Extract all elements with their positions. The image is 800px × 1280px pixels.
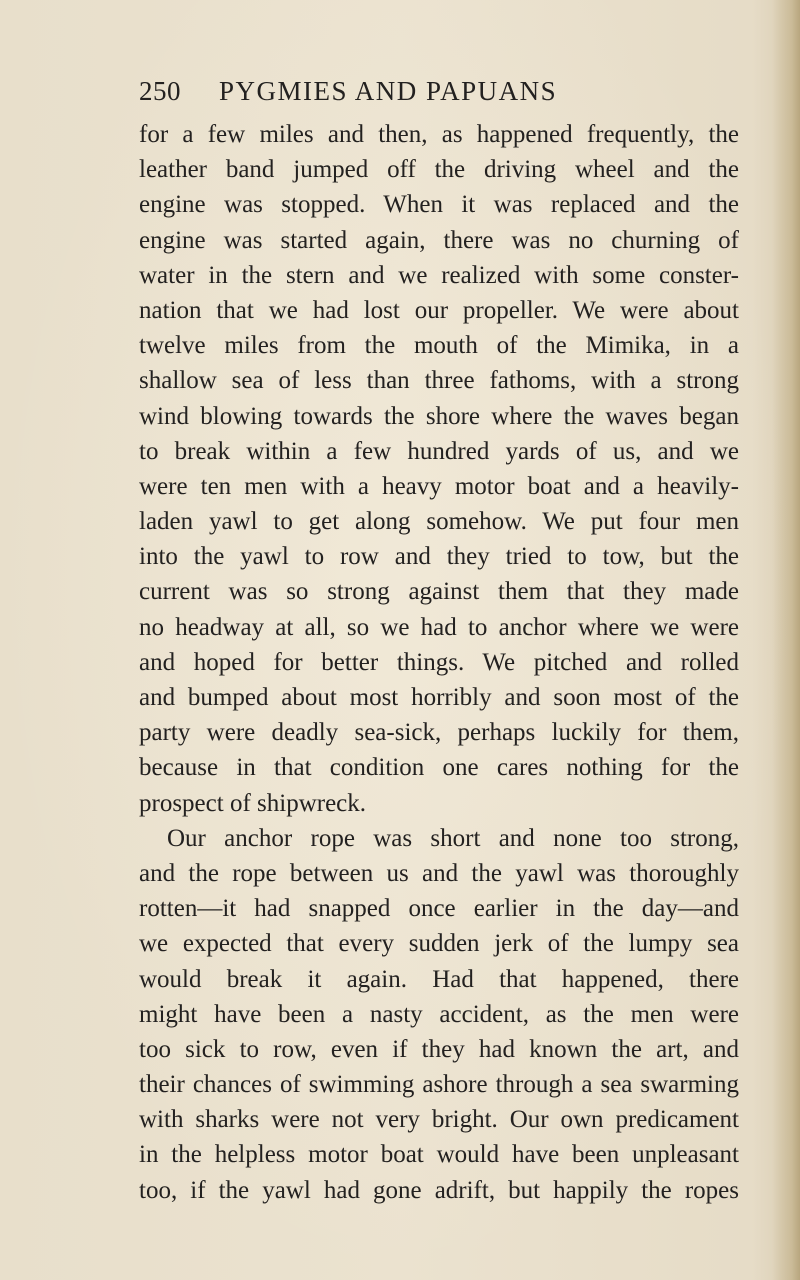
text-line: laden yawl to get along somehow. We put four men xyxy=(139,508,739,536)
text-line: wind blowing towards the shore where the waves began xyxy=(139,402,739,430)
text-line: to break within a few hundred yards of us, and we xyxy=(139,437,739,465)
text-line: too sick to row, even if they had known the art, and xyxy=(139,1035,739,1063)
text-line: too, if the yawl had gone adrift, but happily the ropes xyxy=(139,1176,739,1204)
paragraph-first-line: Our anchor rope was short and none too strong, xyxy=(167,824,739,852)
text-line: rotten—it had snapped once earlier in the day—and xyxy=(139,895,739,923)
text-line: party were deadly sea-sick, perhaps luckily for them, xyxy=(139,719,739,747)
paragraph-end-line: prospect of shipwreck. xyxy=(139,789,367,817)
text-line: were ten men with a heavy motor boat and a heavily- xyxy=(139,472,739,500)
text-line: and bumped about most horribly and soon most of the xyxy=(139,684,739,711)
text-line: engine was stopped. When it was replaced and the xyxy=(139,191,739,219)
text-line: twelve miles from the mouth of the Mimika, in a xyxy=(139,332,739,360)
text-line: for a few miles and then, as happened frequently, the xyxy=(139,121,739,148)
text-line: their chances of swimming ashore through a sea swarming xyxy=(139,1071,739,1099)
page-edge-shadow xyxy=(772,0,800,1280)
text-line: into the yawl to row and they tried to tow, but the xyxy=(139,543,739,571)
body-text xyxy=(139,117,739,1208)
text-line: engine was started again, there was no churning of xyxy=(139,226,739,254)
text-line: current was so strong against them that they made xyxy=(139,578,739,606)
text-line: no headway at all, so we had to anchor where we were xyxy=(139,613,739,641)
text-line: would break it again. Had that happened, there xyxy=(139,965,739,993)
text-line: we expected that every sudden jerk of the lumpy sea xyxy=(139,930,739,958)
text-line: leather band jumped off the driving wheel and the xyxy=(139,156,739,184)
text-line: and hoped for better things. We pitched and rolled xyxy=(139,648,739,676)
text-line: in the helpless motor boat would have been unpleasant xyxy=(139,1141,739,1169)
text-line: with sharks were not very bright. Our own predicament xyxy=(139,1106,739,1134)
text-line: water in the stern and we realized with some conster- xyxy=(139,261,739,289)
text-line: shallow sea of less than three fathoms, with a strong xyxy=(139,367,739,395)
running-title: PYGMIES AND PAPUANS xyxy=(219,76,558,106)
text-line: might have been a nasty accident, as the men were xyxy=(139,1000,739,1028)
text-line: and the rope between us and the yawl was thoroughly xyxy=(139,859,739,887)
running-head xyxy=(139,76,719,116)
text-line: because in that condition one cares nothing for the xyxy=(139,754,739,782)
text-line: nation that we had lost our propeller. We were about xyxy=(139,296,739,324)
page-number: 250 xyxy=(139,76,181,106)
